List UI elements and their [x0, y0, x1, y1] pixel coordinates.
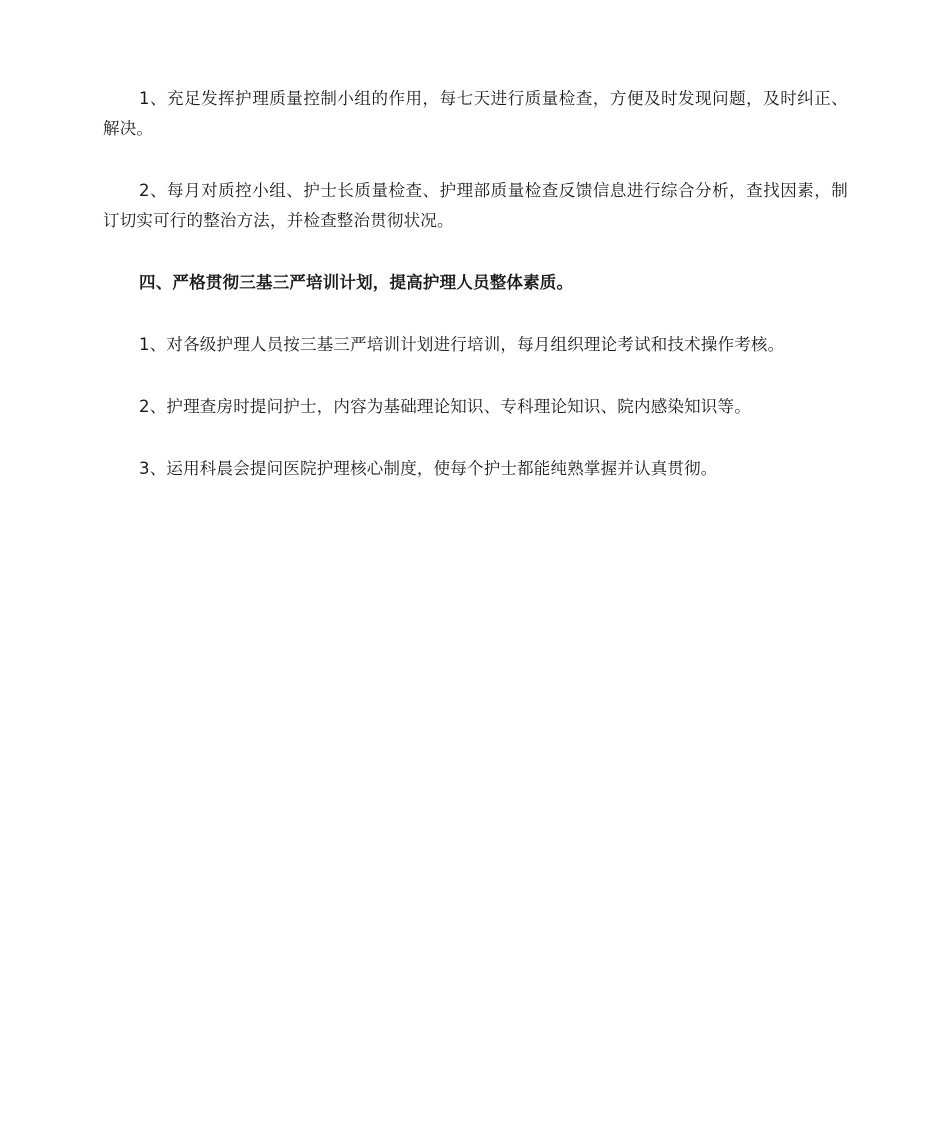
paragraph-item-3: 1、对各级护理人员按三基三严培训计划进行培训，每月组织理论考试和技术操作考核。 [139, 335, 785, 354]
paragraph-item-1: 1、充足发挥护理质量控制小组的作用，每七天进行质量检查，方便及时发现问题，及时纠正、解决。 [103, 89, 848, 138]
paragraph-item-4: 2、护理查房时提问护士，内容为基础理论知识、专科理论知识、院内感染知识等。 [139, 397, 751, 416]
paragraph-item-5: 3、运用科晨会提问医院护理核心制度，使每个护士都能纯熟掌握并认真贯彻。 [139, 459, 718, 478]
paragraph-item-2: 2、每月对质控小组、护士长质量检查、护理部质量检查反馈信息进行综合分析，查找因素，制订切实可行的整治方法，并检查整治贯彻状况。 [103, 181, 848, 230]
section-heading: 四、严格贯彻三基三严培训计划，提高护理人员整体素质。 [139, 273, 574, 292]
document-body [103, 84, 848, 484]
